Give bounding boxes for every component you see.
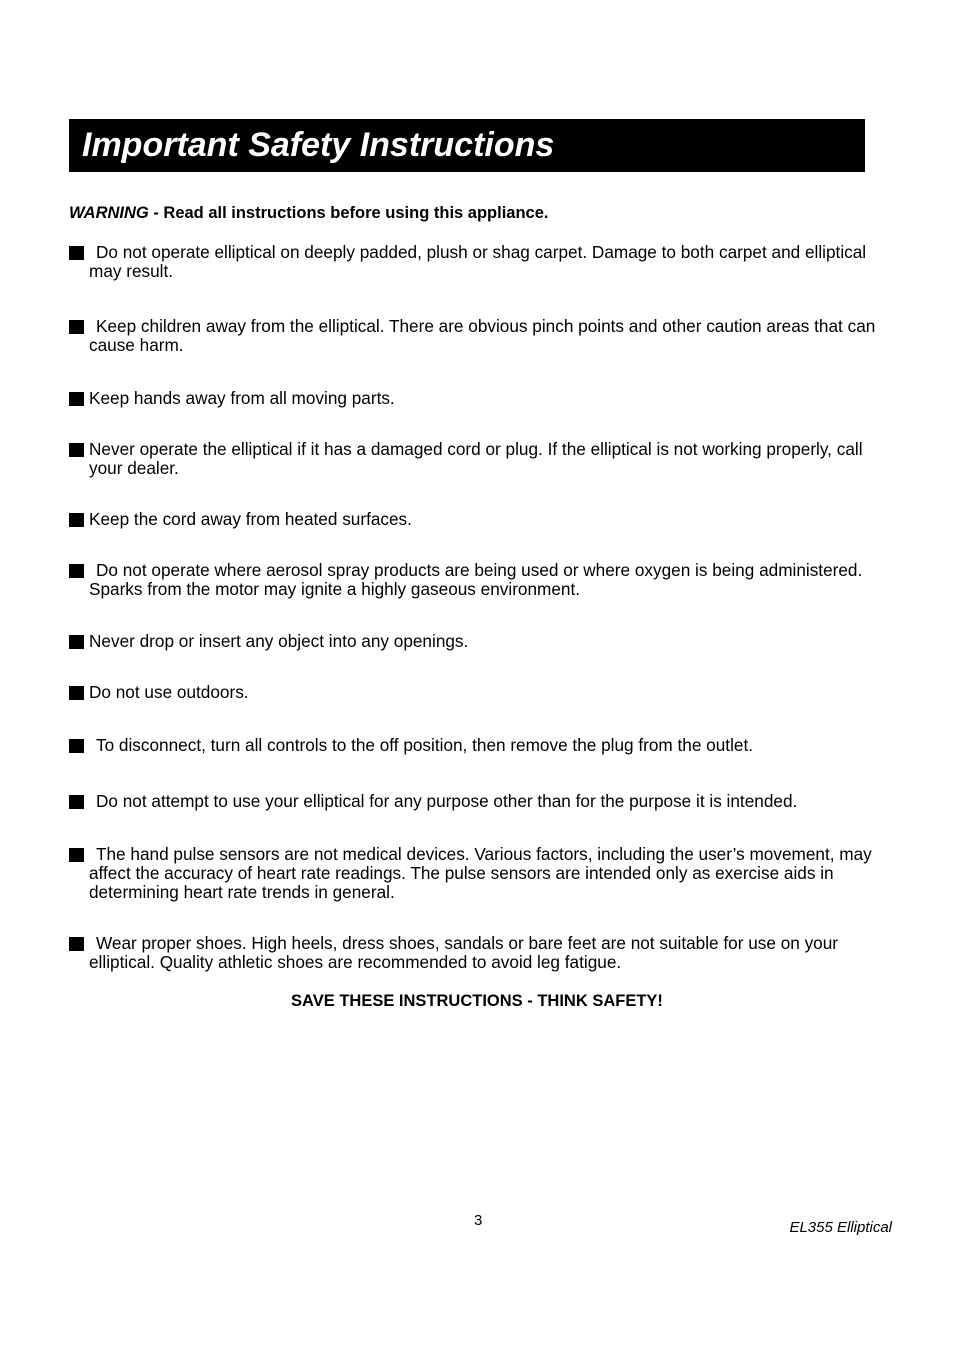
list-item bbox=[69, 389, 879, 408]
square-bullet-icon bbox=[69, 686, 84, 700]
list-item bbox=[69, 683, 879, 702]
square-bullet-icon bbox=[69, 443, 84, 457]
list-item-text: The hand pulse sensors are not medical devices. Various factors, including the user’s movement, may affect the accuracy of heart rate readings. The pulse sensors are intended only as exercise aids in determining heart rate trends in general. bbox=[89, 844, 872, 902]
list-item bbox=[69, 561, 879, 599]
page-number: 3 bbox=[474, 1212, 483, 1229]
list-item-text: Keep children away from the elliptical. There are obvious pinch points and other caution areas that can cause harm. bbox=[89, 316, 876, 355]
square-bullet-icon bbox=[69, 848, 84, 862]
title-bar bbox=[69, 119, 865, 172]
warning-label: WARNING bbox=[69, 204, 149, 222]
list-item bbox=[69, 243, 879, 281]
warning-line bbox=[69, 204, 549, 223]
square-bullet-icon bbox=[69, 795, 84, 809]
square-bullet-icon bbox=[69, 635, 84, 649]
warning-text: - Read all instructions before using this appliance. bbox=[148, 204, 549, 222]
footer-model-name: EL355 Elliptical bbox=[789, 1219, 892, 1236]
list-item-text: Do not operate where aerosol spray products are being used or where oxygen is being administered. Sparks from the motor may ignite a highly gaseous environment. bbox=[89, 560, 863, 599]
list-item-text: Do not attempt to use your elliptical for any purpose other than for the purpose it is intended. bbox=[96, 791, 798, 811]
list-item-text: Wear proper shoes. High heels, dress shoes, sandals or bare feet are not suitable for use on your elliptical. Quality athletic shoes are recommended to avoid leg fatigue. bbox=[89, 933, 839, 972]
closing-statement: SAVE THESE INSTRUCTIONS - THINK SAFETY! bbox=[291, 992, 663, 1010]
list-item-text: Keep the cord away from heated surfaces. bbox=[89, 509, 412, 529]
page-title: Important Safety Instructions bbox=[82, 126, 555, 164]
list-item-text: Never drop or insert any object into any openings. bbox=[89, 631, 469, 651]
square-bullet-icon bbox=[69, 320, 84, 334]
square-bullet-icon bbox=[69, 392, 84, 406]
square-bullet-icon bbox=[69, 513, 84, 527]
list-item-text: Never operate the elliptical if it has a damaged cord or plug. If the elliptical is not working properly, call your dealer. bbox=[89, 439, 863, 478]
list-item bbox=[69, 632, 879, 651]
list-item bbox=[69, 845, 879, 902]
list-item-text: To disconnect, turn all controls to the off position, then remove the plug from the outlet. bbox=[96, 735, 754, 755]
square-bullet-icon bbox=[69, 564, 84, 578]
list-item bbox=[69, 736, 879, 755]
list-item-text: Keep hands away from all moving parts. bbox=[89, 388, 395, 408]
list-item bbox=[69, 510, 879, 529]
list-item-text: Do not operate elliptical on deeply padded, plush or shag carpet. Damage to both carpet and elliptical may result. bbox=[89, 242, 867, 281]
list-item bbox=[69, 317, 879, 355]
list-item bbox=[69, 934, 879, 972]
list-item-text: Do not use outdoors. bbox=[89, 682, 249, 702]
square-bullet-icon bbox=[69, 246, 84, 260]
list-item bbox=[69, 440, 879, 478]
square-bullet-icon bbox=[69, 937, 84, 951]
square-bullet-icon bbox=[69, 739, 84, 753]
list-item bbox=[69, 792, 879, 811]
